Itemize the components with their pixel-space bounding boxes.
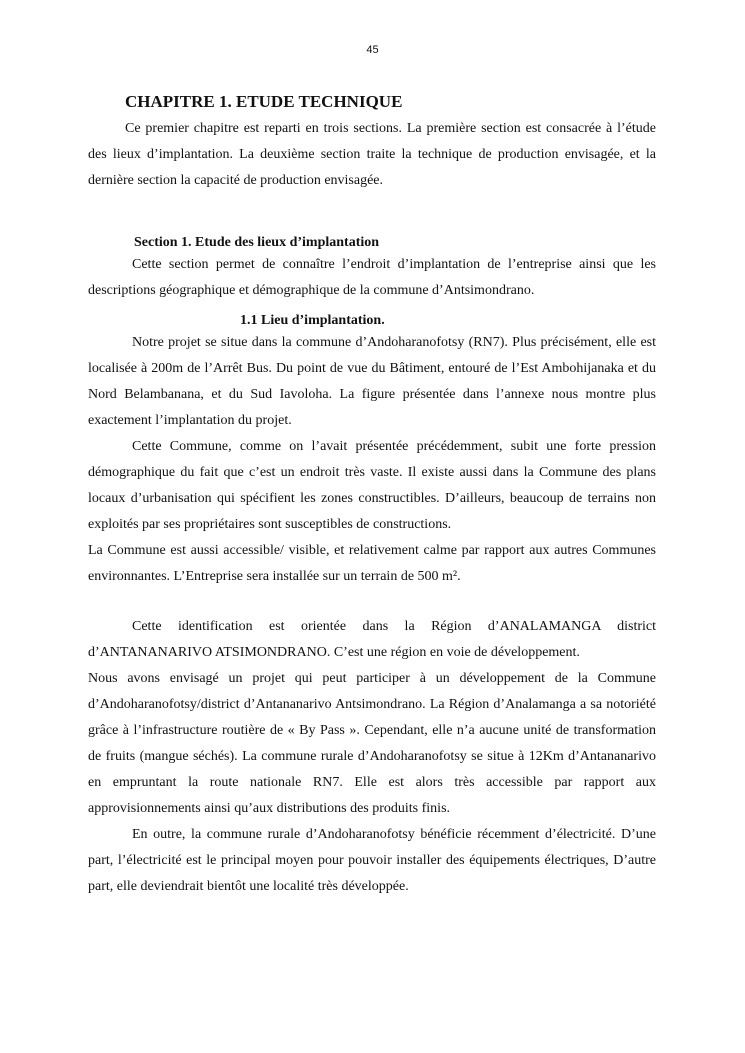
paragraph-region: Cette identification est orientée dans la Région d’ANALAMANGA district d’ANTANANARIVO ATSIMONDRANO. C’est une région en voie de développement. [88,619,656,660]
chapter-intro: Ce premier chapitre est reparti en trois sections. La première section est consacrée à l’étude des lieux d’implantation. La deuxième section traite la technique de production envisagée, et la dernière section la capacité de production envisagée. [88,121,656,188]
subsection-title: 1.1 Lieu d’implantation. [240,313,385,328]
chapter-title: CHAPITRE 1. ETUDE TECHNIQUE [125,92,403,111]
section-intro: Cette section permet de connaître l’endroit d’implantation de l’entreprise ainsi que les descriptions géographique et démographique de la commune d’Antsimondrano. [88,257,656,298]
paragraph-electricity: En outre, la commune rurale d’Andoharanofotsy bénéficie récemment d’électricité. D’une part, l’électricité est le principal moyen pour pouvoir installer des équipements électriques, D’autre part, elle deviendrait bientôt une localité très développée. [88,827,656,894]
paragraph-location: Notre projet se situe dans la commune d’Andoharanofotsy (RN7). Plus précisément, elle est localisée à 200m de l’Arrêt Bus. Du point de vue du Bâtiment, entouré de l’Est Ambohijanaka et du Nord Belambanana, et du Sud Iavoloha. La figure présentée dans l’annexe nous montre plus exactement l’implantation du projet. [88,335,656,428]
paragraph-project-development: Nous avons envisagé un projet qui peut participer à un développement de la Commune d’Andoharanofotsy/district d’Antananarivo Antsimondrano. La Région d’Analamanga a sa notoriété grâce à l’infrastructure routière de « By Pass ». Cependant, elle n’a aucune unité de transformation de fruits (mangue séchés). La commune rurale d’Andoharanofotsy se situe à 12Km d’Antananarivo en empruntant la route nationale RN7. Elle est alors très accessible par rapport aux approvisionnements ainsi qu’aux distributions des produits finis. [88,671,656,816]
page-number: 45 [366,44,379,56]
paragraph-demography: Cette Commune, comme on l’avait présentée précédemment, subit une forte pression démographique du fait que c’est un endroit très vaste. Il existe aussi dans la Commune des plans locaux d’urbanisation qui spécifient les zones constructibles. D’ailleurs, beaucoup de terrains non exploités par ses propriétaires sont susceptibles de constructions. [88,439,656,532]
section-title: Section 1. Etude des lieux d’implantation [134,235,380,250]
paragraph-accessibility: La Commune est aussi accessible/ visible, et relativement calme par rapport aux autres Communes environnantes. L’Entreprise sera installée sur un terrain de 500 m². [88,543,656,584]
document-body [88,88,656,900]
